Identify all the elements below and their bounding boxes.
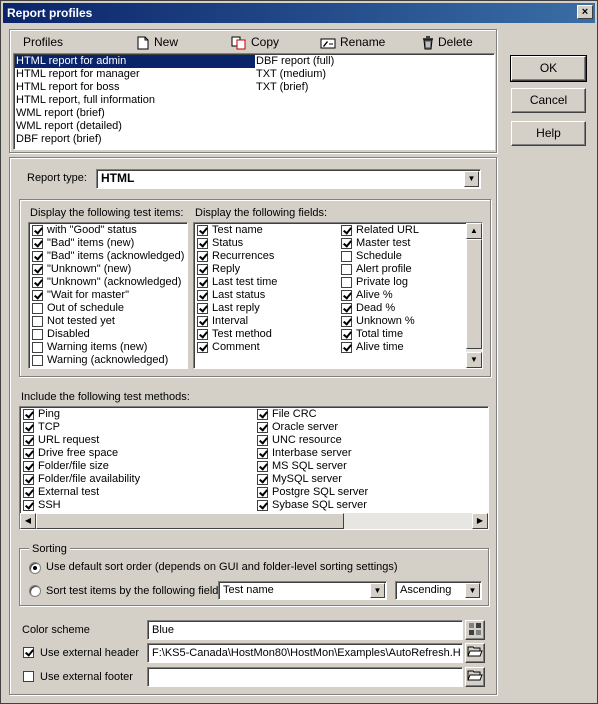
scroll-thumb[interactable] [36, 513, 344, 529]
checkbox-label: Last status [212, 289, 266, 301]
checkbox-label: Dead % [356, 302, 396, 314]
checkbox-label: Folder/file size [38, 460, 109, 472]
sort-field-value: Test name [223, 584, 274, 596]
color-scheme-value: Blue [152, 624, 175, 636]
scroll-thumb[interactable] [466, 239, 482, 349]
checkbox-item[interactable] [195, 276, 335, 289]
color-scheme-label: Color scheme [22, 624, 90, 636]
test-items-list[interactable] [28, 222, 188, 369]
color-scheme-browse-button[interactable] [465, 620, 485, 640]
checkbox-icon[interactable] [197, 225, 208, 236]
checkbox-icon[interactable] [257, 461, 268, 472]
sort-order-value: Ascending [400, 584, 452, 596]
external-header-path[interactable] [147, 643, 463, 663]
checkbox-item[interactable] [21, 408, 251, 421]
checkbox-item[interactable] [255, 434, 485, 447]
checkbox-item[interactable] [195, 263, 335, 276]
chevron-down-icon[interactable]: ▼ [464, 171, 479, 187]
checkbox-icon[interactable] [341, 251, 352, 262]
trash-icon [422, 36, 434, 50]
checkbox-item[interactable] [21, 460, 251, 473]
report-type-label: Report type: [27, 172, 87, 184]
checkbox-icon[interactable] [341, 264, 352, 275]
field-sort-label: Sort test items by the following field [46, 585, 219, 597]
scroll-down-icon[interactable]: ▼ [466, 352, 482, 368]
checkbox-item[interactable] [21, 421, 251, 434]
checkbox-label: TCP [38, 421, 60, 433]
checkbox-item[interactable] [339, 341, 464, 354]
external-footer-checkbox[interactable] [21, 671, 38, 682]
sort-order-select[interactable] [395, 581, 482, 600]
external-footer-label: Use external footer [40, 671, 133, 683]
checkbox-item[interactable] [195, 237, 335, 250]
checkbox-icon[interactable] [32, 238, 43, 249]
checkbox-label: Drive free space [38, 447, 119, 459]
checkbox-label: "Unknown" (acknowledged) [47, 276, 182, 288]
checkbox-label: MS SQL server [272, 460, 347, 472]
checkbox-icon[interactable] [257, 487, 268, 498]
checkbox-icon[interactable] [197, 264, 208, 275]
open-folder-icon [467, 668, 483, 682]
checkbox-label: with "Good" status [47, 224, 137, 236]
checkbox-item[interactable] [255, 486, 485, 499]
copy-button[interactable] [231, 34, 279, 50]
checkbox-item[interactable] [21, 499, 251, 512]
checkbox-label: Warning items (new) [47, 341, 148, 353]
checkbox-icon[interactable] [32, 264, 43, 275]
checkbox-item[interactable] [255, 421, 485, 434]
checkbox-item[interactable] [195, 328, 335, 341]
checkbox-item[interactable] [195, 250, 335, 263]
checkbox-icon[interactable] [341, 277, 352, 288]
checkbox-item[interactable] [339, 328, 464, 341]
checkbox-icon[interactable] [23, 409, 34, 420]
checkbox-icon[interactable] [23, 500, 34, 511]
checkbox-icon[interactable] [341, 342, 352, 353]
checkbox-label: Folder/file availability [38, 473, 141, 485]
checkbox-icon[interactable] [23, 474, 34, 485]
checkbox-item[interactable] [339, 315, 464, 328]
sorting-label: Sorting [29, 543, 70, 555]
checkbox-item[interactable] [30, 328, 187, 341]
test-items-label: Display the following test items: [30, 207, 184, 219]
checkbox-item[interactable] [30, 276, 187, 289]
checkbox-label: Master test [356, 237, 411, 249]
report-type-value: HTML [101, 171, 135, 185]
list-item[interactable]: DBF report (full) [256, 55, 335, 67]
checkbox-icon[interactable] [32, 251, 43, 262]
checkbox-label: Test name [212, 224, 263, 236]
checkbox-label: Test method [212, 328, 272, 340]
checkbox-icon[interactable] [32, 329, 43, 340]
checkbox-icon[interactable] [32, 355, 43, 366]
checkbox-item[interactable] [195, 302, 335, 315]
checkbox-label: Related URL [356, 224, 419, 236]
checkbox-icon[interactable] [197, 277, 208, 288]
checkbox-label: Ping [38, 408, 61, 420]
list-item[interactable]: TXT (brief) [256, 81, 309, 93]
list-item[interactable]: DBF report (brief) [16, 133, 102, 145]
fields-list[interactable] [193, 222, 483, 369]
checkbox-icon[interactable] [23, 461, 34, 472]
checkbox-label: Status [212, 237, 244, 249]
external-header-label: Use external header [40, 647, 140, 659]
checkbox-label: URL request [38, 434, 100, 446]
methods-column-1 [21, 408, 251, 512]
external-header-checkbox[interactable] [21, 647, 38, 658]
close-icon[interactable]: × [577, 5, 593, 19]
window-title: Report profiles [7, 6, 93, 20]
checkbox-icon[interactable] [32, 225, 43, 236]
title-bar [3, 3, 595, 23]
scroll-up-icon[interactable]: ▲ [466, 223, 482, 239]
checkbox-item[interactable] [30, 315, 187, 328]
checkbox-label: SSH [38, 499, 61, 511]
checkbox-icon[interactable] [341, 225, 352, 236]
checkbox-label: Disabled [47, 328, 90, 340]
list-item[interactable]: HTML report for boss [16, 81, 120, 93]
checkbox-label: Comment [212, 341, 260, 353]
checkbox-label: Reply [212, 263, 241, 275]
checkbox-icon[interactable] [23, 487, 34, 498]
checkbox-label: "Bad" items (acknowledged) [47, 250, 185, 262]
checkbox-icon[interactable] [32, 277, 43, 288]
checkbox-icon[interactable] [32, 342, 43, 353]
checkbox-item[interactable] [255, 460, 485, 473]
checkbox-label: Warning (acknowledged) [47, 354, 169, 366]
checkbox-label: Interbase server [272, 447, 352, 459]
checkbox-icon[interactable] [32, 290, 43, 301]
checkbox-label: Last reply [212, 302, 260, 314]
checkbox-icon[interactable] [23, 422, 34, 433]
checkbox-item[interactable] [30, 289, 187, 302]
rename-icon [320, 36, 336, 50]
checkbox-label: Postgre SQL server [272, 486, 369, 498]
checkbox-icon[interactable] [257, 448, 268, 459]
chevron-down-icon[interactable]: ▼ [465, 583, 480, 598]
checkbox-label: Schedule [356, 250, 402, 262]
checkbox-icon[interactable] [257, 500, 268, 511]
copy-icon [231, 36, 247, 50]
checkbox-icon[interactable] [257, 409, 268, 420]
checkbox-item[interactable] [195, 224, 335, 237]
fields-scrollbar[interactable] [466, 223, 482, 368]
checkbox-icon [23, 671, 34, 682]
help-button[interactable]: Help [511, 121, 586, 146]
checkbox-item[interactable] [30, 263, 187, 276]
checkbox-icon[interactable] [197, 316, 208, 327]
profiles-list[interactable] [13, 53, 495, 150]
checkbox-item[interactable] [21, 434, 251, 447]
list-item[interactable]: WML report (brief) [16, 107, 105, 119]
checkbox-icon[interactable] [341, 303, 352, 314]
methods-column-2 [255, 408, 485, 512]
checkbox-icon[interactable] [197, 303, 208, 314]
checkbox-item[interactable] [339, 224, 464, 237]
delete-button[interactable] [422, 34, 473, 50]
palette-icon [467, 621, 483, 637]
checkbox-item[interactable] [339, 250, 464, 263]
checkbox-icon[interactable] [197, 329, 208, 340]
list-item[interactable]: HTML report for manager [16, 68, 140, 80]
checkbox-icon [23, 647, 34, 658]
checkbox-label: "Bad" items (new) [47, 237, 135, 249]
checkbox-label: Interval [212, 315, 249, 327]
checkbox-label: Alive time [356, 341, 404, 353]
checkbox-item[interactable] [195, 289, 335, 302]
checkbox-label: Out of schedule [47, 302, 125, 314]
checkbox-icon[interactable] [341, 329, 352, 340]
ok-button[interactable]: OK [511, 56, 586, 81]
chevron-down-icon[interactable]: ▼ [370, 583, 385, 598]
fields-column-2 [339, 224, 464, 354]
checkbox-item[interactable] [339, 302, 464, 315]
checkbox-label: Not tested yet [47, 315, 115, 327]
checkbox-icon[interactable] [257, 435, 268, 446]
sort-field-select[interactable] [218, 581, 387, 600]
checkbox-label: Alert profile [356, 263, 412, 275]
copy-label: Copy [251, 35, 280, 49]
checkbox-label: Sybase SQL server [272, 499, 367, 511]
test-items-rows [30, 224, 187, 367]
checkbox-icon[interactable] [341, 290, 352, 301]
checkbox-item[interactable] [255, 499, 485, 512]
methods-label: Include the following test methods: [21, 391, 190, 403]
checkbox-icon[interactable] [257, 422, 268, 433]
checkbox-item[interactable] [255, 473, 485, 486]
checkbox-item[interactable] [21, 486, 251, 499]
checkbox-icon[interactable] [23, 435, 34, 446]
checkbox-item[interactable] [30, 302, 187, 315]
list-item[interactable]: HTML report for admin [15, 55, 255, 68]
rename-button[interactable] [320, 34, 385, 50]
new-label: New [154, 35, 179, 49]
checkbox-item[interactable] [339, 237, 464, 250]
delete-label: Delete [438, 35, 473, 49]
checkbox-item[interactable] [339, 263, 464, 276]
methods-list[interactable] [19, 406, 489, 530]
checkbox-label: "Unknown" (new) [47, 263, 132, 275]
checkbox-label: External test [38, 486, 100, 498]
new-document-icon [137, 36, 150, 50]
cancel-button[interactable]: Cancel [511, 88, 586, 113]
checkbox-label: Last test time [212, 276, 278, 288]
header-browse-button[interactable] [465, 643, 485, 663]
scroll-left-icon[interactable]: ◀ [20, 513, 36, 529]
footer-browse-button[interactable] [465, 667, 485, 687]
checkbox-item[interactable] [195, 341, 335, 354]
default-sort-label: Use default sort order (depends on GUI and folder-level sorting settings) [46, 561, 398, 573]
list-item[interactable]: WML report (detailed) [16, 120, 122, 132]
checkbox-label: Oracle server [272, 421, 339, 433]
checkbox-icon[interactable] [32, 316, 43, 327]
checkbox-label: Private log [356, 276, 408, 288]
checkbox-item[interactable] [339, 289, 464, 302]
checkbox-item[interactable] [255, 408, 485, 421]
checkbox-item[interactable] [21, 447, 251, 460]
checkbox-item[interactable] [30, 237, 187, 250]
checkbox-icon[interactable] [197, 251, 208, 262]
open-folder-icon [467, 644, 483, 658]
checkbox-icon[interactable] [341, 316, 352, 327]
default-sort-radio[interactable] [29, 562, 41, 574]
checkbox-label: UNC resource [272, 434, 342, 446]
profiles-label: Profiles [23, 35, 64, 49]
profiles-column-2 [255, 55, 455, 94]
checkbox-icon[interactable] [32, 303, 43, 314]
checkbox-label: Total time [356, 328, 404, 340]
fields-column-1 [195, 224, 335, 354]
rename-label: Rename [340, 35, 386, 49]
checkbox-item[interactable] [30, 250, 187, 263]
checkbox-label: File CRC [272, 408, 317, 420]
new-button[interactable] [137, 34, 178, 50]
checkbox-item[interactable] [339, 276, 464, 289]
checkbox-label: Unknown % [356, 315, 415, 327]
checkbox-item[interactable] [30, 341, 187, 354]
checkbox-icon[interactable] [197, 238, 208, 249]
checkbox-icon[interactable] [341, 238, 352, 249]
checkbox-item[interactable] [255, 447, 485, 460]
checkbox-icon[interactable] [23, 448, 34, 459]
checkbox-item[interactable] [30, 354, 187, 367]
methods-scrollbar[interactable] [20, 513, 488, 529]
report-type-select[interactable] [96, 169, 481, 189]
checkbox-label: Alive % [356, 289, 393, 301]
list-item[interactable]: HTML report, full information [16, 94, 155, 106]
external-footer-path[interactable] [147, 667, 463, 687]
list-item[interactable]: TXT (medium) [256, 68, 327, 80]
fields-label: Display the following fields: [195, 207, 328, 219]
checkbox-label: MySQL server [272, 473, 342, 485]
checkbox-label: "Wait for master" [47, 289, 129, 301]
checkbox-label: Recurrences [212, 250, 275, 262]
profiles-column-1 [15, 55, 255, 146]
scroll-right-icon[interactable]: ▶ [472, 513, 488, 529]
checkbox-icon[interactable] [197, 342, 208, 353]
checkbox-icon[interactable] [257, 474, 268, 485]
checkbox-item[interactable] [195, 315, 335, 328]
checkbox-item[interactable] [21, 473, 251, 486]
checkbox-item[interactable] [30, 224, 187, 237]
field-sort-radio[interactable] [29, 585, 41, 597]
external-header-value: F:\KS5-Canada\HostMon80\HostMon\Examples\AutoRefresh.H [152, 647, 461, 659]
checkbox-icon[interactable] [197, 290, 208, 301]
color-scheme-field[interactable] [147, 620, 463, 640]
